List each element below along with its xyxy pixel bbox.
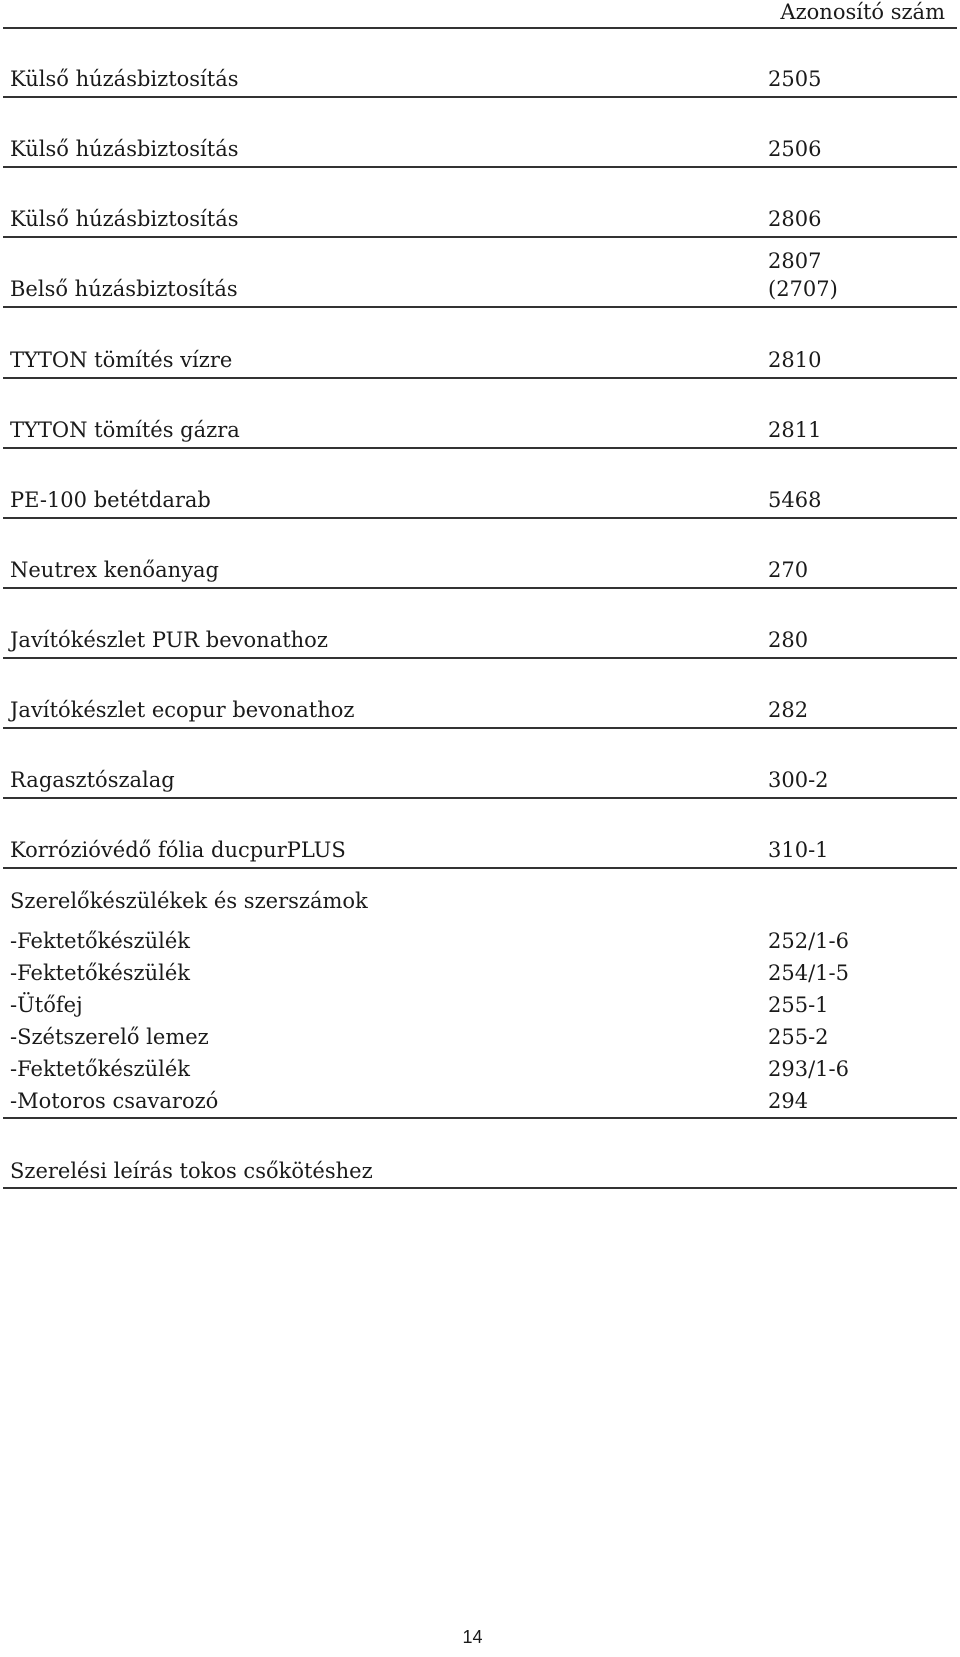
row-divider [3,657,957,659]
row-code: 2505 [768,67,822,91]
row-label: Külső húzásbiztosítás [10,207,239,231]
row-code-primary: 2807 [768,249,822,273]
row-code: 270 [768,558,809,582]
row-code: 5468 [768,488,822,512]
tool-label: -Ütőfej [10,993,83,1017]
row-label: Neutrex kenőanyag [10,558,219,582]
header-rule [3,27,957,29]
row-label: Szerelési leírás tokos csőkötéshez [10,1159,373,1183]
row-label: Korrózióvédő fólia ducpurPLUS [10,838,346,862]
tool-code: 293/1-6 [768,1057,849,1081]
row-code: 300-2 [768,768,829,792]
tools-heading: Szerelőkészülékek és szerszámok [10,889,368,913]
tool-code: 254/1-5 [768,961,849,985]
tool-label: -Fektetőkészülék [10,1057,191,1081]
row-divider [3,377,957,379]
row-divider [3,517,957,519]
row-code-alternate: (2707) [768,277,838,301]
row-divider [3,1187,957,1189]
tool-label: -Fektetőkészülék [10,961,191,985]
row-label: TYTON tömítés vízre [10,348,233,372]
row-divider [3,306,957,308]
row-divider [3,587,957,589]
row-divider [3,447,957,449]
column-title: Azonosító szám [780,0,945,24]
row-code: 2811 [768,418,822,442]
row-divider [3,727,957,729]
tool-label: -Fektetőkészülék [10,929,191,953]
row-divider [3,1117,957,1119]
row-code: 2806 [768,207,822,231]
tool-label: -Motoros csavarozó [10,1089,219,1113]
row-label: TYTON tömítés gázra [10,418,240,442]
row-label: Külső húzásbiztosítás [10,137,239,161]
row-label: Javítókészlet PUR bevonathoz [10,628,328,652]
column-header [0,0,945,24]
row-code: 282 [768,698,809,722]
row-label: Belső húzásbiztosítás [10,277,238,301]
row-label: Külső húzásbiztosítás [10,67,239,91]
row-divider [3,797,957,799]
row-divider [3,166,957,168]
table-row [10,248,950,304]
row-divider [3,236,957,238]
row-label: Javítókészlet ecopur bevonathoz [10,698,355,722]
row-code: 280 [768,628,809,652]
row-code: 2810 [768,348,822,372]
row-code: 310-1 [768,838,829,862]
row-divider [3,96,957,98]
row-label: Ragasztószalag [10,768,175,792]
row-code: 2506 [768,137,822,161]
tool-code: 255-1 [768,993,829,1017]
row-divider [3,867,957,869]
tool-code: 255-2 [768,1025,829,1049]
row-label: PE-100 betétdarab [10,488,211,512]
tool-code: 294 [768,1089,809,1113]
tool-label: -Szétszerelő lemez [10,1025,209,1049]
page-number: 14 [462,1627,483,1647]
tool-code: 252/1-6 [768,929,849,953]
